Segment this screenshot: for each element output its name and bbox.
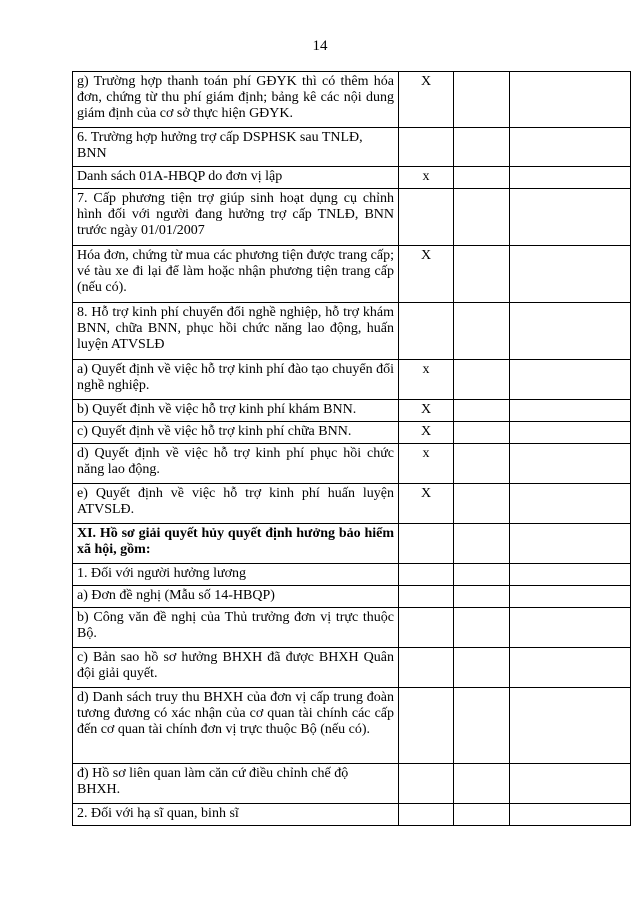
row-empty-cell — [510, 484, 631, 524]
row-empty-cell — [510, 524, 631, 564]
row-empty-cell — [454, 422, 510, 444]
row-mark: x — [399, 360, 454, 400]
table-row — [73, 422, 631, 444]
row-mark — [399, 586, 454, 608]
row-mark — [399, 128, 454, 167]
row-empty-cell — [510, 167, 631, 189]
row-empty-cell — [454, 764, 510, 804]
row-description: 6. Trường hợp hưởng trợ cấp DSPHSK sau TNLĐ, BNN — [73, 128, 399, 167]
row-mark — [399, 564, 454, 586]
table-row — [73, 608, 631, 648]
row-empty-cell — [454, 246, 510, 303]
row-description: b) Công văn đề nghị của Thủ trưởng đơn vị trực thuộc Bộ. — [73, 608, 399, 648]
row-empty-cell — [510, 360, 631, 400]
table-row — [73, 648, 631, 688]
row-description: b) Quyết định về việc hỗ trợ kinh phí khám BNN. — [73, 400, 399, 422]
row-empty-cell — [510, 246, 631, 303]
row-empty-cell — [510, 128, 631, 167]
row-mark — [399, 804, 454, 826]
row-description: a) Quyết định về việc hỗ trợ kinh phí đào tạo chuyển đổi nghề nghiệp. — [73, 360, 399, 400]
row-empty-cell — [454, 400, 510, 422]
row-description: Hóa đơn, chứng từ mua các phương tiện được trang cấp; vé tàu xe đi lại để làm hoặc nhận phương tiện trang cấp (nếu có). — [73, 246, 399, 303]
row-mark — [399, 608, 454, 648]
row-mark: X — [399, 400, 454, 422]
document-table — [72, 71, 631, 826]
table-row — [73, 303, 631, 360]
row-empty-cell — [510, 764, 631, 804]
row-description: d) Danh sách truy thu BHXH của đơn vị cấp trung đoàn tương đương có xác nhận của cơ quan tài chính các cấp đến cơ quan tài chính đơn vị trực thuộc Bộ (nếu có). — [73, 688, 399, 764]
table-row — [73, 360, 631, 400]
row-empty-cell — [510, 72, 631, 128]
table-row — [73, 72, 631, 128]
row-description: 7. Cấp phương tiện trợ giúp sinh hoạt dụng cụ chỉnh hình đối với người đang hưởng trợ cấp TNLĐ, BNN trước ngày 01/01/2007 — [73, 189, 399, 246]
row-empty-cell — [510, 400, 631, 422]
table-row — [73, 524, 631, 564]
row-empty-cell — [454, 648, 510, 688]
row-description: d) Quyết định về việc hỗ trợ kinh phí phục hồi chức năng lao động. — [73, 444, 399, 484]
row-description: 8. Hỗ trợ kinh phí chuyển đổi nghề nghiệp, hỗ trợ khám BNN, chữa BNN, phục hồi chức năng lao động, huấn luyện ATVSLĐ — [73, 303, 399, 360]
row-empty-cell — [454, 444, 510, 484]
row-mark — [399, 303, 454, 360]
row-mark — [399, 764, 454, 804]
row-description: XI. Hồ sơ giải quyết hủy quyết định hưởng bảo hiểm xã hội, gồm: — [73, 524, 399, 564]
row-description: a) Đơn đề nghị (Mẫu số 14-HBQP) — [73, 586, 399, 608]
table-row — [73, 246, 631, 303]
row-description: g) Trường hợp thanh toán phí GĐYK thì có thêm hóa đơn, chứng từ thu phí giám định; bảng kê các nội dung giám định của cơ sở thực hiện GĐYK. — [73, 72, 399, 128]
row-empty-cell — [454, 608, 510, 648]
row-mark: X — [399, 72, 454, 128]
row-empty-cell — [454, 189, 510, 246]
page-number: 14 — [312, 38, 328, 54]
row-empty-cell — [510, 586, 631, 608]
row-empty-cell — [454, 484, 510, 524]
row-empty-cell — [510, 303, 631, 360]
row-mark: X — [399, 246, 454, 303]
row-description: 2. Đối với hạ sĩ quan, binh sĩ — [73, 804, 399, 826]
row-empty-cell — [510, 444, 631, 484]
table-row — [73, 688, 631, 764]
row-empty-cell — [510, 422, 631, 444]
table-row — [73, 484, 631, 524]
table-row — [73, 764, 631, 804]
row-mark: X — [399, 484, 454, 524]
row-description: Danh sách 01A-HBQP do đơn vị lập — [73, 167, 399, 189]
table-row — [73, 167, 631, 189]
table-row — [73, 400, 631, 422]
table-row — [73, 804, 631, 826]
row-mark — [399, 688, 454, 764]
table-row — [73, 444, 631, 484]
row-empty-cell — [454, 72, 510, 128]
row-description: 1. Đối với người hưởng lương — [73, 564, 399, 586]
row-empty-cell — [510, 688, 631, 764]
row-mark — [399, 189, 454, 246]
row-mark: x — [399, 167, 454, 189]
row-empty-cell — [454, 586, 510, 608]
row-empty-cell — [454, 360, 510, 400]
row-empty-cell — [510, 564, 631, 586]
row-empty-cell — [454, 524, 510, 564]
row-empty-cell — [454, 688, 510, 764]
row-description: c) Quyết định về việc hỗ trợ kinh phí chữa BNN. — [73, 422, 399, 444]
row-empty-cell — [510, 608, 631, 648]
row-empty-cell — [454, 804, 510, 826]
row-mark — [399, 524, 454, 564]
row-empty-cell — [454, 128, 510, 167]
table-row — [73, 128, 631, 167]
table-row — [73, 586, 631, 608]
row-empty-cell — [454, 303, 510, 360]
row-description: e) Quyết định về việc hỗ trợ kinh phí huấn luyện ATVSLĐ. — [73, 484, 399, 524]
row-description: c) Bản sao hồ sơ hưởng BHXH đã được BHXH Quân đội giải quyết. — [73, 648, 399, 688]
row-description: đ) Hồ sơ liên quan làm căn cứ điều chỉnh chế độ BHXH. — [73, 764, 399, 804]
row-empty-cell — [454, 167, 510, 189]
row-mark: x — [399, 444, 454, 484]
row-empty-cell — [510, 648, 631, 688]
row-empty-cell — [510, 189, 631, 246]
row-mark: X — [399, 422, 454, 444]
row-empty-cell — [454, 564, 510, 586]
table-row — [73, 189, 631, 246]
row-empty-cell — [510, 804, 631, 826]
row-mark — [399, 648, 454, 688]
table-row — [73, 564, 631, 586]
